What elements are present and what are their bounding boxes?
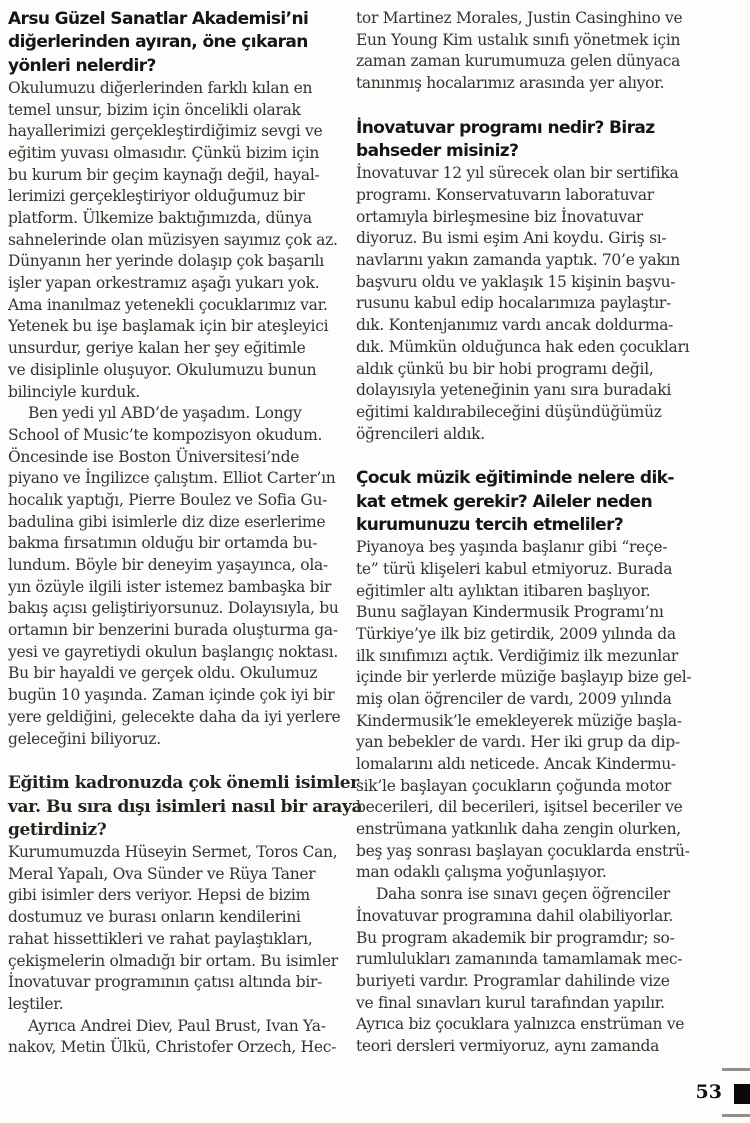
question-heading	[356, 117, 716, 164]
body-line: yın özüyle ilgili ister istemez bambaşka bir	[8, 577, 332, 596]
heading-line: diğerlerinden ayıran, öne çıkaran	[8, 32, 308, 53]
left-text-column	[8, 8, 363, 1059]
body-line: Ben yedi yıl ABD’de yaşadım. Longy	[28, 404, 302, 423]
body-line: işler yapan orkestramız aşağı yukarı yok.	[8, 274, 320, 293]
body-line: Eun Young Kim ustalık sınıfı yönetmek için	[356, 30, 681, 49]
body-line: buriyeti vardır. Programlar dahilinde vize	[356, 971, 670, 990]
body-line: eğitimi kaldırabileceğini düşündüğümüz	[356, 402, 662, 421]
heading-line: kurumunuzu tercih etmeliler?	[356, 514, 624, 535]
body-line: te” türü klişeleri kabul etmiyoruz. Burada	[356, 559, 673, 578]
question-heading	[8, 772, 363, 842]
body-paragraph	[8, 1016, 342, 1059]
footer-rule-bottom	[722, 1114, 750, 1117]
body-line: Kurumumuzda Hüseyin Sermet, Toros Can,	[8, 843, 338, 862]
body-line: temel unsur, bizim için öncelikli olarak	[8, 100, 301, 119]
heading-line: Arsu Güzel Sanatlar Akademisi’ni	[8, 9, 309, 29]
body-line: Bu program akademik bir programdır; so-	[356, 928, 675, 947]
body-line: ortamın bir benzerini burada oluşturma ga-	[8, 621, 338, 640]
body-line: becerileri, dil becerileri, işitsel beceriler ve	[356, 798, 683, 817]
body-line: beş yaş sonrası başlayan çocuklarda enstrü-	[356, 841, 690, 860]
body-line: dostumuz ve burası onların kendilerini	[8, 908, 301, 927]
body-line: dık. Kontenjanımız vardı ancak doldurma-	[356, 316, 674, 335]
body-line: programı. Konservatuvarın laboratuvar	[356, 186, 654, 205]
body-line: bu kurum bir geçim kaynağı değil, hayal-	[8, 165, 320, 184]
body-line: rusunu kabul edip hocalarımıza paylaştır-	[356, 294, 671, 313]
body-line: eğitimler altı aylıktan itibaren başlıyor.	[356, 581, 651, 600]
heading-line: Eğitim kadronuzda çok önemli isimler	[8, 773, 359, 794]
body-line: Türkiye’ye ilk biz getirdik, 2009 yılında da	[356, 624, 676, 643]
body-paragraph	[356, 884, 716, 1058]
body-line: lerimizi gerçekleştiriyor olduğumuz bir	[8, 187, 305, 206]
body-paragraph	[356, 537, 716, 884]
body-line: dolayısıyla yeteneğinin yanı sıra buradaki	[356, 381, 671, 400]
body-line: öğrencileri aldık.	[356, 424, 485, 443]
body-line: gibi isimler ders veriyor. Hepsi de bizim	[8, 886, 310, 905]
body-line: bakış açısı geliştiriyorsunuz. Dolayısıyla, bu	[8, 599, 339, 618]
body-line: ortamıyla birleşmesine biz İnovatuvar	[356, 207, 643, 226]
body-line: Öncesinde ise Boston Üniversitesi’nde	[8, 447, 300, 466]
footer-rule-top	[722, 1068, 750, 1071]
body-line: lundum. Böyle bir deneyim yaşayınca, ola-	[8, 556, 328, 575]
heading-line: kat etmek gerekir? Aileler neden	[356, 491, 653, 512]
body-line: miş olan öğrenciler de vardı, 2009 yılında	[356, 689, 672, 708]
body-line: School of Music’te kompozisyon okudum.	[8, 425, 323, 444]
body-line: leştiler.	[8, 994, 64, 1013]
body-line: bakma fırsatımın olduğu bir ortamda bu-	[8, 534, 318, 553]
body-line: ve final sınavları kurul tarafından yapılır.	[356, 993, 665, 1012]
body-line: aldık çünkü bu bir hobi programı değil,	[356, 359, 654, 378]
body-line: yan bebekler de vardı. Her iki grup da dip-	[356, 733, 680, 752]
body-line: man odaklı çalışma yoğunlaşıyor.	[356, 863, 607, 882]
body-line: sahnelerinde olan müzisyen sayımız çok az.	[8, 230, 338, 249]
body-line: Ayrıca Andrei Diev, Paul Brust, Ivan Ya-	[28, 1016, 326, 1035]
body-line: tanınmış hocalarımız arasında yer alıyor.	[356, 74, 665, 93]
body-line: başvuru oldu ve yaklaşık 15 kişinin başvu-	[356, 272, 676, 291]
body-line: yesi ve gayretiydi okulun başlangıç noktası.	[8, 642, 339, 661]
body-line: ilk sınıfımızı açtık. Verdiğimiz ilk mezunlar	[356, 646, 679, 665]
heading-line: Çocuk müzik eğitiminde nelere dik-	[356, 468, 674, 489]
body-line: tor Martinez Morales, Justin Casinghino ve	[356, 9, 683, 27]
body-line: platform. Ülkemize baktığımızda, dünya	[8, 209, 312, 228]
body-line: Kindermusik’le emekleyerek müziğe başla-	[356, 711, 682, 730]
body-line: Ayrıca biz çocuklara yalnızca enstrüman ve	[356, 1015, 685, 1034]
body-paragraph	[8, 403, 342, 750]
right-text-column	[356, 8, 716, 1058]
heading-line: var. Bu sıra dışı isimleri nasıl bir araya	[8, 796, 363, 817]
body-line: Dünyanın her yerinde dolaşıp çok başarılı	[8, 252, 324, 271]
body-line: Okulumuzu diğerlerinden farklı kılan en	[8, 78, 313, 97]
body-line: Daha sonra ise sınavı geçen öğrenciler	[376, 885, 670, 904]
heading-line: yönleri nelerdir?	[8, 55, 156, 76]
heading-line: getirdiniz?	[8, 819, 107, 840]
body-line: rahat hissettikleri ve rahat paylaştıkları,	[8, 929, 313, 948]
body-line: navlarını yakın zamanda yaptık. 70’e yakın	[356, 251, 680, 270]
body-line: yere geldiğini, gelecekte daha da iyi yerlere	[8, 707, 341, 726]
body-line: bilinciyle kurduk.	[8, 382, 140, 401]
body-line: ve disiplinle oluşuyor. Okulumuzu bunun	[8, 360, 317, 379]
body-line: dık. Mümkün olduğunca hak eden çocukları	[356, 337, 690, 356]
body-line: İnovatuvar 12 yıl sürecek olan bir sertifika	[356, 164, 679, 183]
body-line: İnovatuvar programının çatısı altında bir-	[8, 973, 323, 992]
body-paragraph	[356, 8, 716, 95]
body-line: enstrümana yatkınlık daha zengin olurken,	[356, 820, 681, 839]
body-line: geleceğini biliyoruz.	[8, 729, 161, 748]
body-line: çekişmelerin olmadığı bir ortam. Bu isimler	[8, 951, 338, 970]
body-line: rumlulukları zamanında tamamlamak mec-	[356, 950, 683, 969]
body-line: Bunu sağlayan Kindermusik Programı’nı	[356, 603, 664, 622]
question-heading	[356, 467, 716, 537]
body-line: zaman zaman kurumumuza gelen dünyaca	[356, 52, 681, 71]
body-line: Ama inanılmaz yetenekli çocuklarımız var.	[8, 295, 328, 314]
body-line: hocalık yaptığı, Pierre Boulez ve Sofia Gu-	[8, 490, 328, 509]
body-line: bugün 10 yaşında. Zaman içinde çok iyi bir	[8, 686, 335, 705]
body-line: lomalarını aldı neticede. Ancak Kindermu-	[356, 755, 676, 774]
footer-square-marker	[734, 1084, 750, 1104]
body-line: sik’le başlayan çocukların çoğunda motor	[356, 776, 672, 795]
body-line: nakov, Metin Ülkü, Christofer Orzech, Hec-	[8, 1038, 337, 1057]
body-line: İnovatuvar programına dahil olabiliyorlar.	[356, 906, 674, 925]
body-paragraph	[8, 78, 342, 403]
body-line: Yetenek bu işe başlamak için bir ateşleyici	[8, 317, 329, 336]
body-line: unsurdur, geriye kalan her şey eğitimle	[8, 339, 306, 358]
body-line: piyano ve İngilizce çalıştım. Elliot Carter’ın	[8, 469, 336, 488]
body-paragraph	[356, 163, 716, 445]
heading-line: bahseder misiniz?	[356, 141, 519, 162]
body-line: hayallerimizi gerçekleştirdiğimiz sevgi ve	[8, 122, 323, 141]
body-line: diyoruz. Bu ismi eşim Ani koydu. Giriş sı-	[356, 229, 667, 248]
body-line: Bu bir hayaldi ve gerçek oldu. Okulumuz	[8, 664, 318, 683]
body-line: teori dersleri vermiyoruz, aynı zamanda	[356, 1036, 660, 1055]
body-paragraph	[8, 842, 342, 1016]
page-number: 53	[695, 1081, 722, 1103]
body-line: içinde bir yerlerde müziğe başlayıp bize gel-	[356, 668, 692, 687]
body-line: eğitim yuvası olmasıdır. Çünkü bizim için	[8, 143, 320, 162]
body-line: Meral Yapalı, Ova Sünder ve Rüya Taner	[8, 864, 316, 883]
heading-line: İnovatuvar programı nedir? Biraz	[356, 117, 655, 138]
question-heading	[8, 8, 342, 78]
body-line: badulina gibi isimlerle diz dize eserlerime	[8, 512, 326, 531]
body-line: Piyanoya beş yaşında başlanır gibi “reçe-	[356, 538, 668, 557]
